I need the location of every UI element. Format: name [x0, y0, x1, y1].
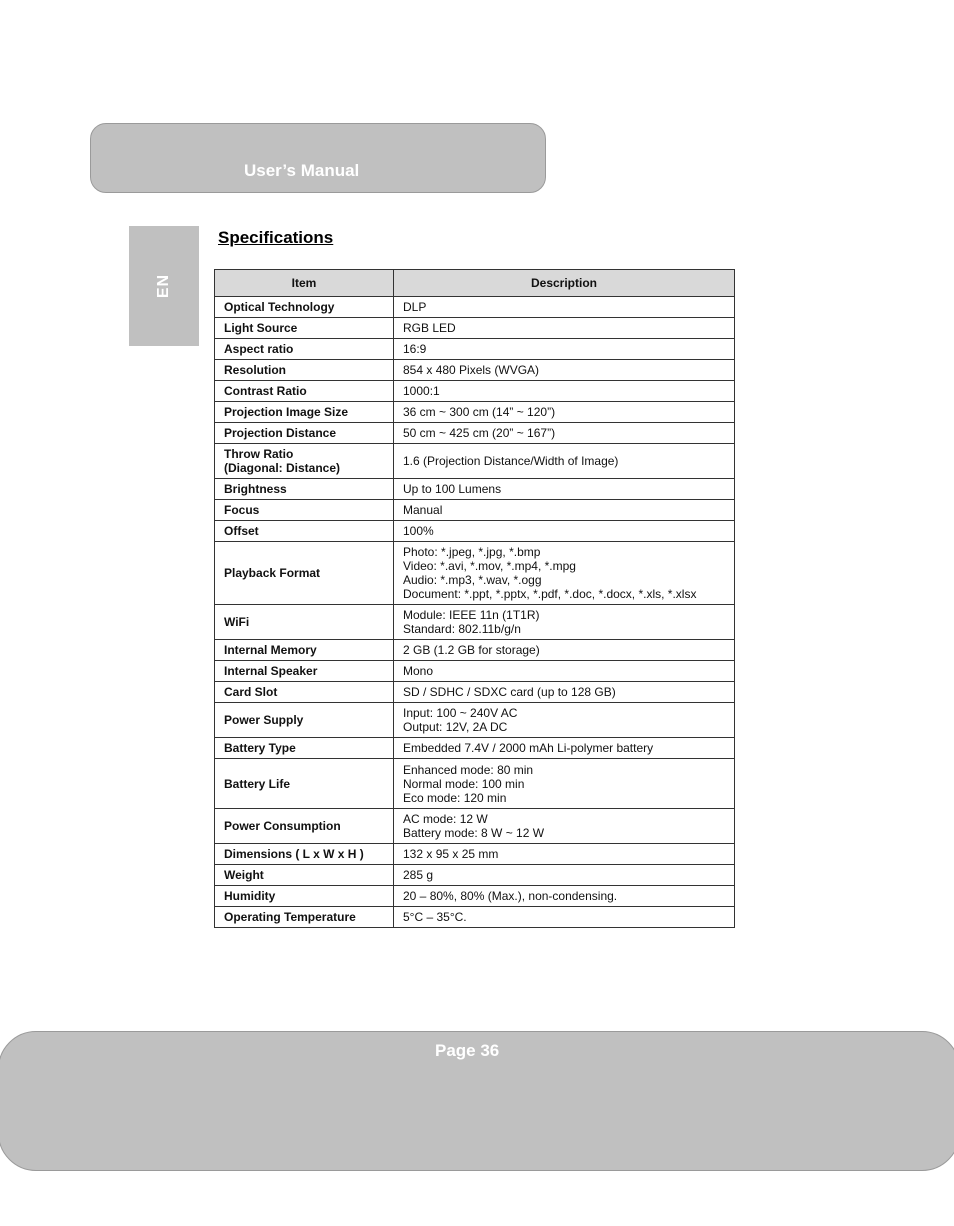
spec-item-name: Aspect ratio [215, 339, 394, 360]
spec-item-description: 5°C – 35°C. [394, 907, 735, 928]
table-row [215, 886, 735, 907]
table-row [215, 661, 735, 682]
spec-item-description: 854 x 480 Pixels (WVGA) [394, 360, 735, 381]
spec-item-name: Playback Format [215, 542, 394, 605]
spec-item-description: SD / SDHC / SDXC card (up to 128 GB) [394, 682, 735, 703]
spec-item-name: Projection Image Size [215, 402, 394, 423]
spec-item-description: 50 cm ~ 425 cm (20” ~ 167”) [394, 423, 735, 444]
spec-item-description: 2 GB (1.2 GB for storage) [394, 640, 735, 661]
spec-item-description: AC mode: 12 W Battery mode: 8 W ~ 12 W [394, 809, 735, 844]
column-header-description: Description [394, 270, 735, 297]
spec-item-name: Battery Life [215, 759, 394, 809]
table-row [215, 759, 735, 809]
spec-item-name: Offset [215, 521, 394, 542]
spec-item-description: 1000:1 [394, 381, 735, 402]
spec-item-description: Module: IEEE 11n (1T1R) Standard: 802.11b/g/n [394, 605, 735, 640]
table-row [215, 844, 735, 865]
spec-item-name: Brightness [215, 479, 394, 500]
spec-item-name: Light Source [215, 318, 394, 339]
spec-item-name: Dimensions ( L x W x H ) [215, 844, 394, 865]
table-row [215, 521, 735, 542]
spec-item-description: 20 – 80%, 80% (Max.), non-condensing. [394, 886, 735, 907]
language-label: EN [155, 273, 172, 299]
spec-item-name: Power Supply [215, 703, 394, 738]
table-row [215, 865, 735, 886]
spec-item-description: Up to 100 Lumens [394, 479, 735, 500]
table-row [215, 682, 735, 703]
spec-item-name: Contrast Ratio [215, 381, 394, 402]
spec-item-description: Photo: *.jpeg, *.jpg, *.bmp Video: *.avi, *.mov, *.mp4, *.mpg Audio: *.mp3, *.wav, *.ogg Document: *.ppt, *.pptx, *.pdf, *.doc, *.docx, *.xls, *.xlsx [394, 542, 735, 605]
header-tab [90, 123, 546, 193]
table-row [215, 360, 735, 381]
table-row [215, 381, 735, 402]
table-row [215, 318, 735, 339]
table-row [215, 444, 735, 479]
spec-item-name: Card Slot [215, 682, 394, 703]
spec-item-name: Weight [215, 865, 394, 886]
table-header-row [215, 270, 735, 297]
spec-table [214, 269, 735, 928]
spec-item-description: Manual [394, 500, 735, 521]
table-row [215, 738, 735, 759]
spec-item-description: RGB LED [394, 318, 735, 339]
spec-item-name: WiFi [215, 605, 394, 640]
table-row [215, 479, 735, 500]
spec-item-description: 36 cm ~ 300 cm (14” ~ 120”) [394, 402, 735, 423]
table-row [215, 339, 735, 360]
spec-item-description: 16:9 [394, 339, 735, 360]
spec-item-name: Humidity [215, 886, 394, 907]
spec-item-description: Input: 100 ~ 240V AC Output: 12V, 2A DC [394, 703, 735, 738]
spec-item-description: 285 g [394, 865, 735, 886]
table-row [215, 423, 735, 444]
spec-item-name: Power Consumption [215, 809, 394, 844]
spec-item-description: Embedded 7.4V / 2000 mAh Li-polymer battery [394, 738, 735, 759]
spec-item-name: Internal Speaker [215, 661, 394, 682]
table-row [215, 907, 735, 928]
spec-item-name: Internal Memory [215, 640, 394, 661]
page-number: Page 36 [435, 1041, 500, 1060]
table-row [215, 297, 735, 318]
spec-item-name: Operating Temperature [215, 907, 394, 928]
column-header-item: Item [215, 270, 394, 297]
manual-title: User’s Manual [244, 161, 360, 180]
spec-item-description: 132 x 95 x 25 mm [394, 844, 735, 865]
spec-item-name: Focus [215, 500, 394, 521]
spec-item-name: Optical Technology [215, 297, 394, 318]
table-row [215, 402, 735, 423]
spec-item-description: DLP [394, 297, 735, 318]
spec-item-description: 100% [394, 521, 735, 542]
table-row [215, 640, 735, 661]
spec-item-name: Throw Ratio (Diagonal: Distance) [215, 444, 394, 479]
table-row [215, 500, 735, 521]
spec-item-description: 1.6 (Projection Distance/Width of Image) [394, 444, 735, 479]
spec-item-name: Battery Type [215, 738, 394, 759]
table-row [215, 703, 735, 738]
spec-item-description: Mono [394, 661, 735, 682]
table-row [215, 809, 735, 844]
language-tab [129, 226, 199, 346]
table-row [215, 605, 735, 640]
spec-item-description: Enhanced mode: 80 min Normal mode: 100 min Eco mode: 120 min [394, 759, 735, 809]
spec-item-name: Resolution [215, 360, 394, 381]
table-row [215, 542, 735, 605]
section-title: Specifications [218, 228, 334, 247]
spec-item-name: Projection Distance [215, 423, 394, 444]
